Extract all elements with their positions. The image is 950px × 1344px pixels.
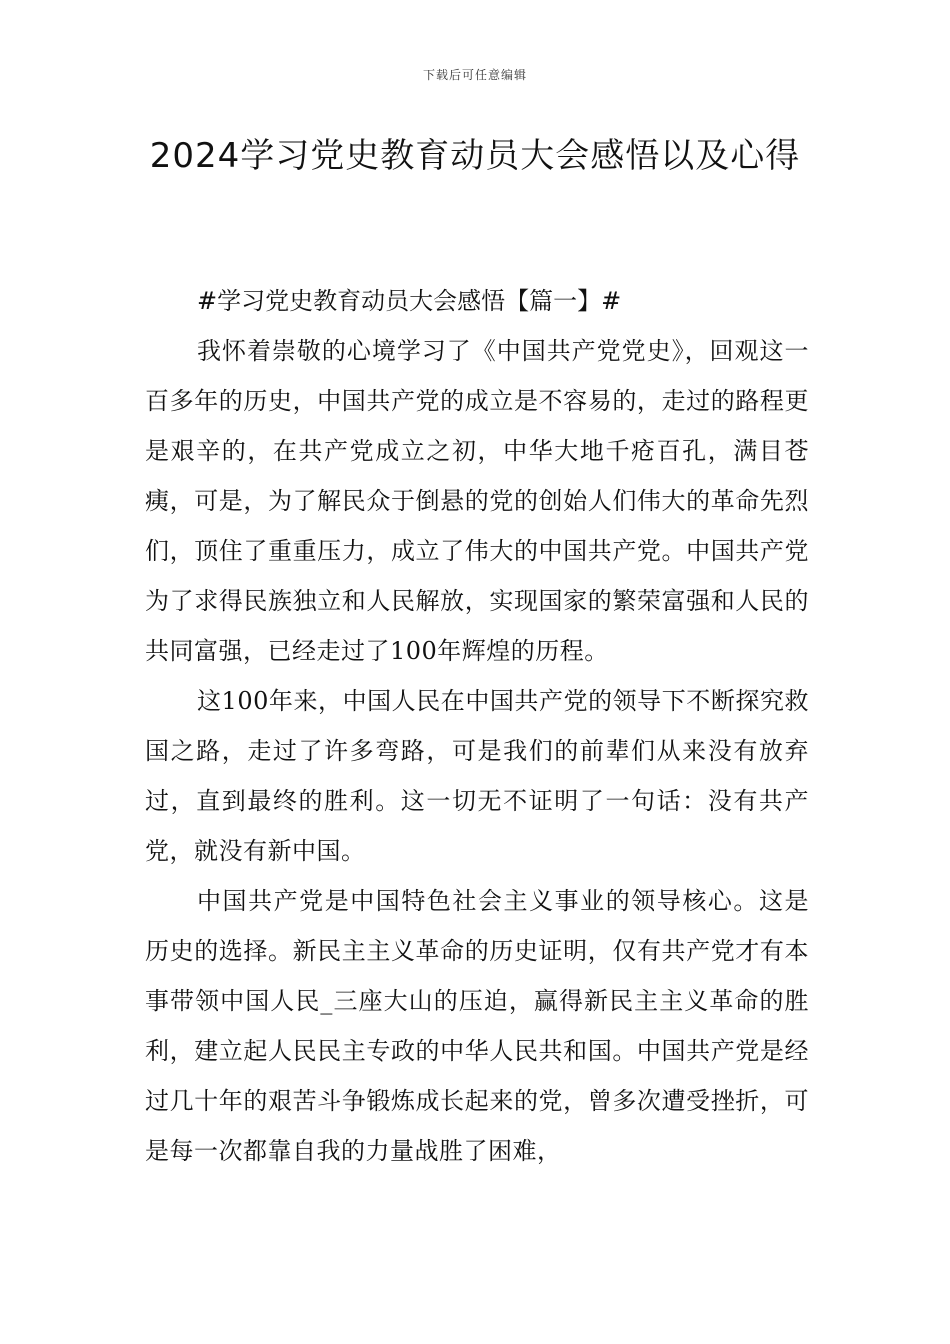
- header-note: 下载后可任意编辑: [422, 68, 527, 82]
- paragraph-1: 我怀着崇敬的心境学习了《中国共产党党史》，回观这一百多年的历史，中国共产党的成立是不容易的，走过的路程更是艰辛的，在共产党成立之初，中华大地千疮百孔，满目苍痍，可是，为了解民众于倒悬的党的创始人们伟大的革命先烈们，顶住了重重压力，成立了伟大的中国共产党。中国共产党为了求得民族独立和人民解放，实现国家的繁荣富强和人民的共同富强，已经走过了100年辉煌的历程。: [145, 337, 809, 665]
- document-title: 2024学习党史教育动员大会感悟以及心得: [149, 136, 801, 176]
- document-body: [145, 276, 809, 1176]
- section-heading: #学习党史教育动员大会感悟【篇一】#: [197, 287, 622, 315]
- paragraph-3: 中国共产党是中国特色社会主义事业的领导核心。这是历史的选择。新民主主义革命的历史证明，仅有共产党才有本事带领中国人民_三座大山的压迫，赢得新民主主义革命的胜利，建立起人民民主专政的中华人民共和国。中国共产党是经过几十年的艰苦斗争锻炼成长起来的党，曾多次遭受挫折，可是每一次都靠自我的力量战胜了困难，: [145, 887, 809, 1165]
- paragraph-2: 这100年来，中国人民在中国共产党的领导下不断探究救国之路，走过了许多弯路，可是我们的前辈们从来没有放弃过，直到最终的胜利。这一切无不证明了一句话：没有共产党，就没有新中国。: [145, 687, 809, 865]
